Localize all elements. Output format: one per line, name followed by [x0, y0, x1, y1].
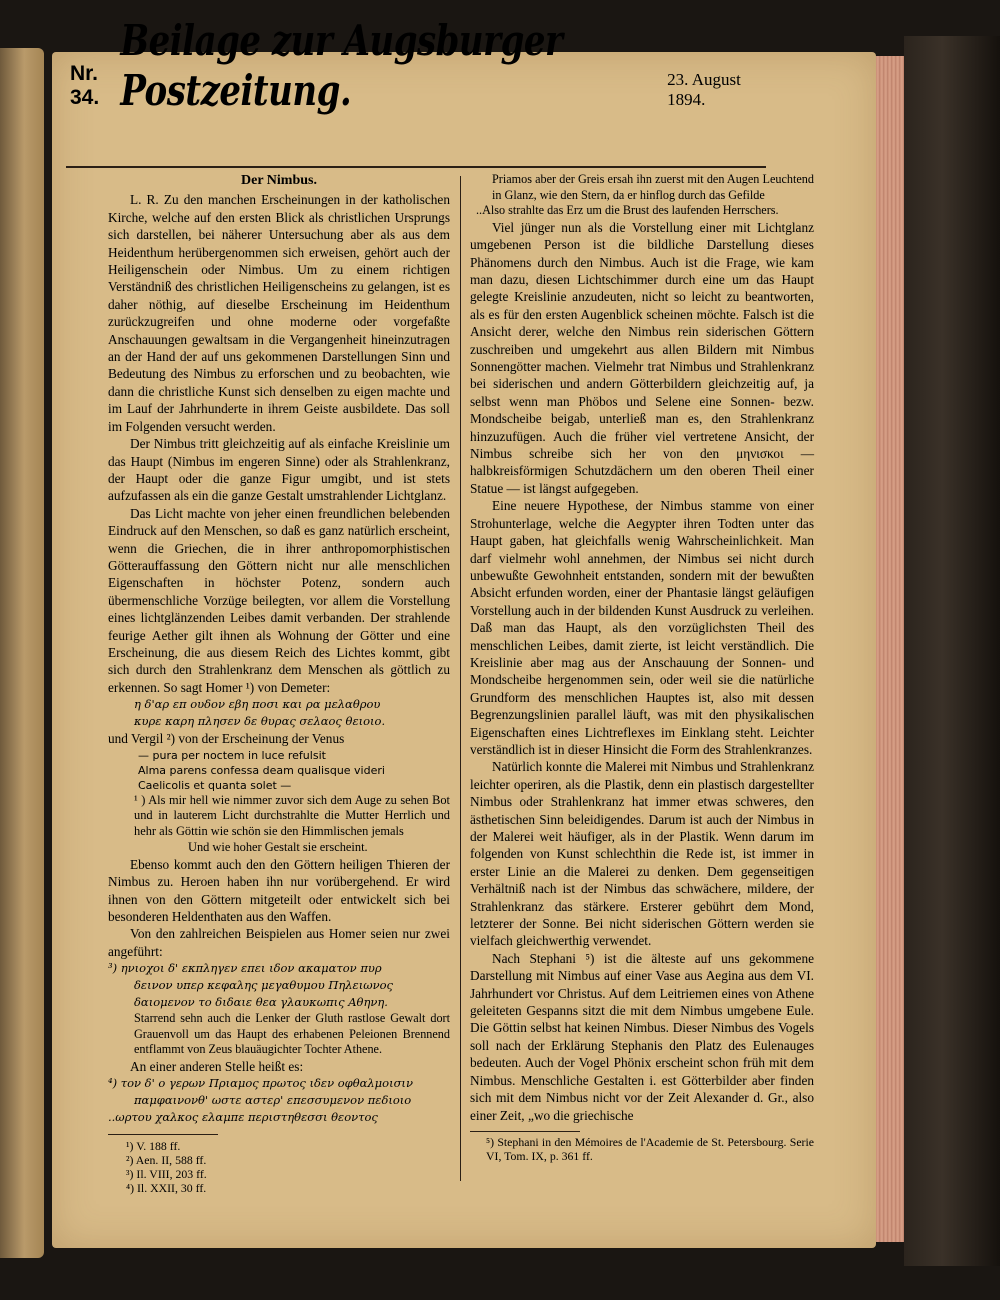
footnote: ⁴) Il. XXII, 30 ff. — [126, 1181, 207, 1196]
greek-verse: παμφαινονθ' ωστε αστερ' επεσσυμενον πεδιοιο — [134, 1093, 412, 1108]
footnote: ²) Aen. II, 588 ff. — [126, 1153, 207, 1168]
left-column — [108, 172, 450, 1195]
paragraph: Von den zahlreichen Beispielen aus Homer seien nur zwei angeführt: — [108, 926, 450, 959]
paragraph: Das Licht machte von jeher einen freundlichen belebenden Eindruck auf den Menschen, so daß es ganz natürlich erscheint, wenn die Griechen, die in ihrer anthropomorphistischen Götterauffassung den Göttern nicht nur alle menschlichen Eigenschaften in höchster Potenz, sondern auch übermenschliche Vorzüge beilegten, vor allem die Vorstellung eines lichtglänzenden Leibes damit verbanden. Der strahlende feurige Aether gilt ihnen als Wohnung der Götter und eine Erscheinung, die aus diesem Reich des Lichtes kommt, gibt sich durch den Strahlenkranz dem Menschen als göttlich zu erkennen. So sagt Homer ¹) von Demeter: — [108, 505, 450, 695]
right-column — [470, 172, 814, 1164]
greek-verse: η δ'αρ επ ουδον εβη ποσι και ρα μελαθρου — [134, 697, 381, 712]
footnote-rule — [108, 1134, 218, 1135]
greek-verse: δεινον υπερ κεφαλης μεγαθυμου Πηλειωνος — [134, 978, 393, 993]
issue-number: Nr. 34. — [70, 62, 100, 109]
footnote: ¹) V. 188 ff. — [126, 1139, 181, 1154]
paragraph: Nach Stephani ⁵) ist die älteste auf uns gekommene Darstellung mit Nimbus auf einer Vase aus Aegina aus dem VI. Jahrhundert vor Christus. Auf dem Leitriemen eines von Athene geleiteten Gespanns sitzt die mit dem Nimbus umgebene Eule. Die Göttin selbst hat keinen Nimbus. Dieser Nimbus des Vogels soll nach der Erklärung Stephanis den Platz des Eulenauges bedeuten. Auch der Vogel Phönix erscheint schon früh mit dem Nimbus. Menschliche Gestalten i. est Götterbilder aber finden sich mit dem Nimbus nicht vor der Zeit Alexander d. Gr., also einer Zeit, „wo die griechische — [470, 950, 814, 1123]
paragraph: Ebenso kommt auch den den Göttern heiligen Thieren der Nimbus zu. Heroen haben ihn nur vorübergehend. Er wird ihnen von den Göttern mitgeteilt oder entwickelt sich bei besonderen Heldenthaten aus den Waffen. — [108, 856, 450, 924]
footnote: ⁵) Stephani in den Mémoires de l'Academie de St. Petersbourg. Serie VI, Tom. IX, p. 361 ff. — [486, 1134, 814, 1164]
translation-verse: ..Also strahlte das Erz um die Brust des laufenden Herrschers. — [476, 203, 779, 218]
greek-verse: ..ωρτου χαλκος ελαμπε περιστηθεσσι θεοντος — [108, 1110, 378, 1125]
greek-verse: κυρε καρη πλησεν δε θυρας σελαος θειοιο. — [134, 714, 386, 729]
translation-verse: Und wie hoher Gestalt sie erscheint. — [188, 839, 368, 854]
latin-verse: — pura per noctem in luce refulsit — [138, 748, 326, 762]
page-stack-edge — [876, 56, 904, 1242]
book-spine — [904, 36, 1000, 1266]
footnote-rule — [470, 1131, 580, 1132]
translation-verse: ¹ ) Als mir hell wie nimmer zuvor sich dem Auge zu sehen Bot und in lauterem Licht durchstrahlte die Mutter Herrlich und hehr als Göttin wie schön sie den Himmlischen jemals — [134, 792, 450, 839]
article-heading: Der Nimbus. — [241, 173, 317, 188]
paragraph: L. R. Zu den manchen Erscheinungen in der katholischen Kirche, welche auf den ersten Blick als christlichen Ursprungs sich darstellen, bei näherer Untersuchung aber als aus dem Heidenthum herübergenommen sich erweisen, gehört auch der Heiligenschein oder Nimbus. Um zu einem richtigen Verständniß des christlichen Heiligenscheins zu gelangen, ist es daher nöthig, auf dieselbe Erscheinung im Heidenthum zurückzugreifen und ohne moderne oder vorgefaßte Anschauungen gewaltsam in die Vergangenheit hineinzutragen an der Hand der auf uns gekommenen Darstellungen Sinn und Bedeutung des Nimbus zu erforschen und zu beobachten, wie dann die christliche Kunst sich denselben zu eigen machte und im Lauf der Jahrhunderte in ihrem Geiste ausbildete. Das soll im Folgenden versucht werden. — [108, 192, 450, 434]
paragraph: und Vergil ²) von der Erscheinung der Venus — [108, 731, 345, 747]
adjacent-page-edge — [0, 48, 44, 1258]
paragraph: Natürlich konnte die Malerei mit Nimbus und Strahlenkranz leichter operiren, als die Plastik, denn ein plastisch dargestellter Nimbus oder Strahlenkranz hat immer etwas schweres, den ästhetischen Sinn beleidigendes. Darum ist auch der Nimbus in der Malerei weit häufiger, als in der Plastik. Wenn darum im folgenden von Kunst schlechthin die Rede ist, ist immer in erster Linie an die Malerei zu denken. Dem gegenseitigen Verhältniß nach ist der Nimbus das schwächere, mildere, der Strahlenkranz das stärkere. Ersterer gebührt dem Mond, letzterer der Sonne. Bei nicht siderischen Göttern werden sie vielfach gleichwerthig verwendet. — [470, 759, 814, 949]
issue-date: 23. August 1894. — [667, 70, 741, 109]
masthead — [70, 16, 760, 116]
paragraph: Der Nimbus tritt gleichzeitig auf als einfache Kreislinie um das Haupt (Nimbus im engeren Sinne) oder als Strahlenkranz, der Haupt oder die ganze Figur umgibt, und ist stets aufzufassen als ein die ganze Gestalt umstrahlender Lichtglanz. — [108, 436, 450, 504]
translation-verse: Starrend sehn auch die Lenker der Gluth rastlose Gewalt dort Grauenvoll um das Haupt des erhabenen Peleionen Brennend entflammt von Zeus blauäugichter Tochter Athene. — [134, 1011, 450, 1057]
footnote: ³) Il. VIII, 203 ff. — [126, 1167, 207, 1182]
masthead-rule — [66, 166, 766, 168]
paragraph: An einer anderen Stelle heißt es: — [130, 1059, 304, 1074]
paragraph: Eine neuere Hypothese, der Nimbus stamme von einer Strohunterlage, welche die Aegypter ihren Todten unter das Haupt gaben, hat gleichfalls wenig Wahrscheinlichkeit. Man darf vielmehr wohl annehmen, der Nimbus sei nicht durch unbewußte Gewohnheit entstanden, sondern mit der bewußten Absicht erfunden worden, einer der Phantasie längst geläufigen Vorstellung auch in der bildenden Kunst Ausdruck zu verleihen. Daß man das Haupt, als den vorzüglichsten Theil des menschlichen Leibes, damit zierte, ist leicht verständlich. Die Kreislinie aber mag aus der Anschauung der Sonnen- und Mondscheibe hergenommen sein, oder weil sie die natürliche Grundform des menschlichen Hauptes ist, also mit dessen Begrenzungslinien parallel läuft, was mit den physikalischen Eigenschaften eines Lichtreflexes im Einklang steht. Leichter verständlich ist in dieser Hinsicht die Form des Strahlenkranzes. — [470, 498, 814, 757]
newspaper-title: Beilage zur Augsburger Postzeitung. — [120, 16, 563, 116]
column-divider — [460, 176, 461, 1181]
greek-verse: ³) ηνιοχοι δ' εκπληγεν επει ιδον ακαματον πυρ — [108, 961, 382, 976]
greek-verse: δαιομενον το διδαιε θεα γλαυκωπις Αθηνη. — [134, 995, 388, 1010]
greek-verse: ⁴) τον δ' ο γερων Πριαμος πρωτος ιδεν οφθαλμοισιν — [108, 1076, 413, 1091]
latin-verse: Caelicolis et quanta solet — — [138, 778, 292, 792]
latin-verse: Alma parens confessa deam qualisque videri — [138, 763, 385, 777]
translation-verse: Priamos aber der Greis ersah ihn zuerst mit den Augen Leuchtend in Glanz, wie den Stern, da er hinflog durch das Gefilde — [492, 172, 814, 202]
paragraph: Viel jünger nun als die Vorstellung einer mit Lichtglanz umgebenen Person ist die bildliche Darstellung dieses Phänomens durch den Nimbus. Auch ist die Frage, wie kam man dazu, diesen Lichtschimmer durch eine um das Haupt gelegte Kreislinie anzudeuten, nicht so leicht zu beantworten, als es für den ersten Augenblick scheinen möchte. Falsch ist die Ansicht derer, welche den Nimbus rein siderischen Göttern zuschreiben und umgekehrt aus allen Bildern mit Nimbus Sonnengötter machen. Vielmehr trat Nimbus und Strahlenkranz bei siderischen und andern Götterbildern gleichzeitig auf, ja selbst wenn man Phöbos und Selene eine Sonnen- bezw. Mondscheibe beigab, unterließ man es, den Strahlenkranz hinzuzufügen. Auch die früher viel vertretene Ansicht, der Nimbus schreibe sich her von den μηνισκοι — halbkreisförmigen Schutzdächern um den oberen Theil einer Statue — ist längst aufgegeben. — [470, 219, 814, 496]
